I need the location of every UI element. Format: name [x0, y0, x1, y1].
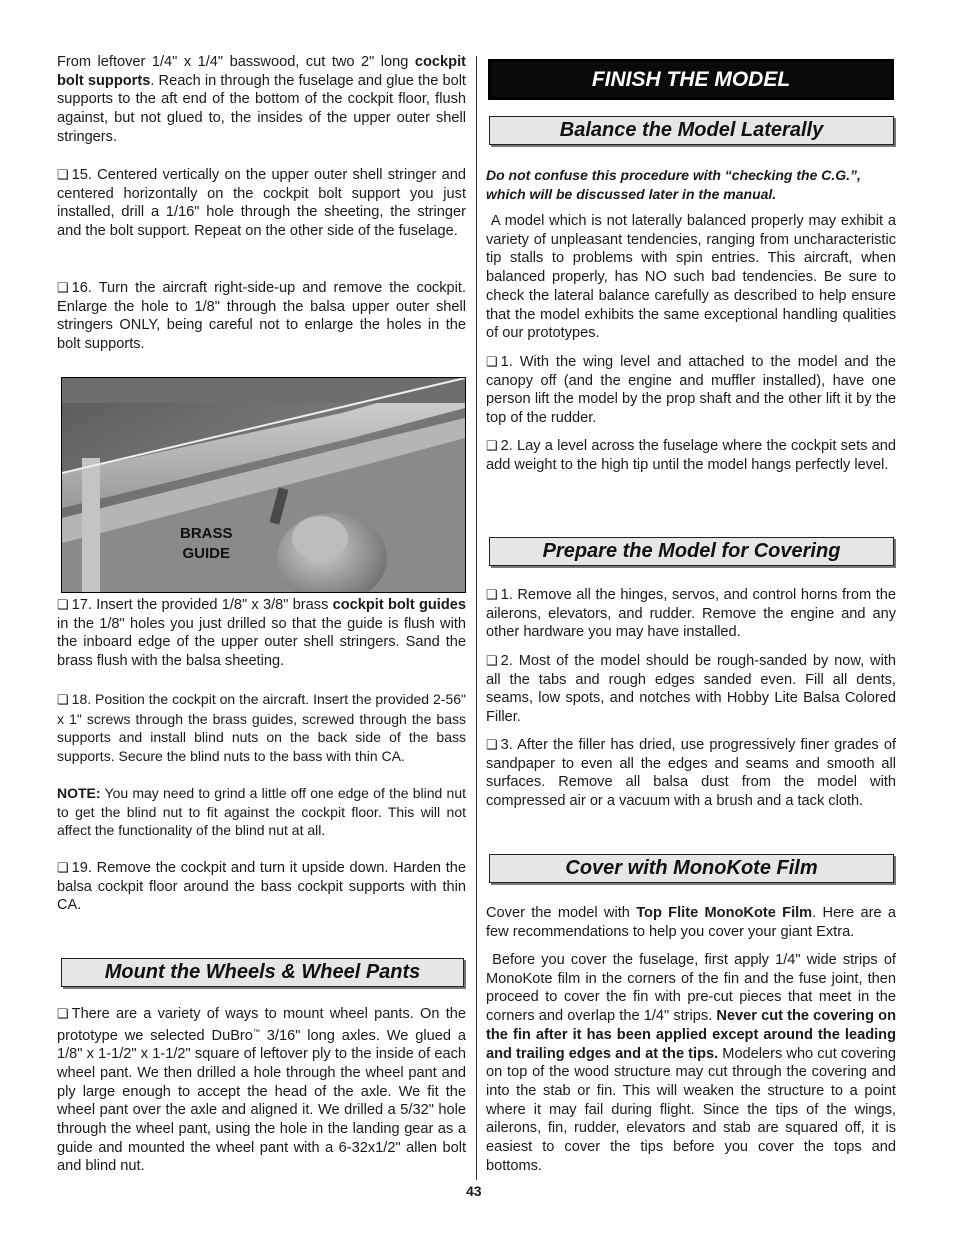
step-18: ❑ 18. Position the cockpit on the aircraft. Insert the provided 2-56" x 1" screws through the brass guides, screwed through the bass supports and install blind nuts on the back side of the bass supports. Secure the blind nuts to the bass with thin CA.	[57, 691, 466, 765]
paragraph-wheel-pants: ❑ There are a variety of ways to mount wheel pants. On the prototype we selected DuBro™ 3/16" long axles. We glued a 1/8" x 1-1/2" x 1-1/2" square of leftover ply to the inside of each wheel pant. We then drilled a hole through the wheel pant and ply large enough to accept the head of the axle. We fit the wheel pant over the axle and aligned it. We drilled a 5/32" hole through the wheel pant, using the hole in the landing gear as a guide and mounted the wheel pant with a 6-32x1/2" allen bolt and blind nut.	[57, 1006, 467, 1175]
paragraph-cockpit-bolt-supports: From leftover 1/4" x 1/4" basswood, cut two 2" long cockpit bolt supports. Reach in through the fuselage and glue the bolt supports to the aft end of the bottom of the cockpit floor, flush against, but not glued to, the insides of the upper outer shell stringers.	[57, 54, 466, 145]
checkbox-icon[interactable]: ❑	[57, 692, 69, 707]
covering-step-3: ❑ 3. After the filler has dried, use progressively finer grades of sandpaper to even all the edges and seams and smooth all surfaces. Remove all balsa dust from the model with compressed air or a vacuum with a brush and a tack cloth.	[486, 737, 896, 810]
checkbox-icon[interactable]: ❑	[486, 438, 498, 453]
heading-finish-the-model: FINISH THE MODEL	[489, 60, 893, 99]
covering-step-1: ❑ 1. Remove all the hinges, servos, and control horns from the ailerons, elevators, and rudder. Remove the engine and any other hardware you may have installed.	[486, 587, 896, 641]
photo-caption: BRASS GUIDE	[180, 525, 233, 562]
checkbox-icon[interactable]: ❑	[486, 653, 498, 668]
checkbox-icon[interactable]: ❑	[57, 167, 69, 182]
heading-mount-wheels: Mount the Wheels & Wheel Pants	[61, 958, 464, 987]
balance-step-1: ❑ 1. With the wing level and attached to the model and the canopy off (and the engine and muffler installed), have one person lift the model by the prop shaft and the other lift it by the top of the rudder.	[486, 354, 896, 427]
photo-image	[62, 378, 465, 592]
checkbox-icon[interactable]: ❑	[486, 737, 498, 752]
cover-intro: Cover the model with Top Flite MonoKote Film. Here are a few recommendations to help you cover your giant Extra.	[486, 905, 897, 940]
column-divider	[476, 56, 477, 1180]
checkbox-icon[interactable]: ❑	[57, 280, 69, 295]
checkbox-icon[interactable]: ❑	[486, 587, 498, 602]
step-19: ❑ 19. Remove the cockpit and turn it upside down. Harden the balsa cockpit floor around the bass cockpit supports with thin CA.	[57, 860, 466, 914]
page-number: 43	[466, 1183, 482, 1199]
cover-fuselage: Before you cover the fuselage, first apply 1/4" wide strips of MonoKote film in the corners of the fin and the fuse joint, then proceed to cover the fin with pre-cut pieces that meet in the corners and overlap the 1/4" strips. Never cut the covering on the fin after it has been applied except around the leading and trailing edges and at the tips. Modelers who cut covering on top of the wood structure may cut through the covering and into the stab or fin. This will weaken the structure to a point where it may fail during flight. Since the tips of the wings, ailerons, fin, rudder, elevators and stab are squared off, it is easiest to cover the tips before you cover the tops and bottoms.	[486, 952, 897, 1174]
checkbox-icon[interactable]: ❑	[57, 597, 69, 612]
checkbox-icon[interactable]: ❑	[57, 860, 69, 875]
step-17: ❑ 17. Insert the provided 1/8" x 3/8" brass cockpit bolt guides in the 1/8" holes you just drilled so that the guide is flush with the inboard edge of the upper outer shell stringers. Sand the brass flush with the balsa sheeting.	[57, 597, 466, 670]
checkbox-icon[interactable]: ❑	[57, 1006, 69, 1021]
checkbox-icon[interactable]: ❑	[486, 354, 498, 369]
balance-intro: A model which is not laterally balanced properly may exhibit a variety of unpleasant tendencies, ranging from uncharacteristic tip stalls to problems with spin entries. This aircraft, when balanced properly, has NO such bad tendencies. Be sure to check the lateral balance carefully as described to help ensure that the model exhibits the same exceptional handling qualities of our prototypes.	[486, 213, 896, 342]
note: NOTE: You may need to grind a little off one edge of the blind nut to get the blind nut to fit against the cockpit floor. This will not affect the functionality of the blind nut at all.	[57, 785, 466, 839]
step-16: ❑ 16. Turn the aircraft right-side-up and remove the cockpit. Enlarge the hole to 1/8" through the balsa upper outer shell stringers ONLY, being careful not to enlarge the holes in the bolt supports.	[57, 280, 466, 353]
covering-step-2: ❑ 2. Most of the model should be rough-sanded by now, with all the tabs and rough edges sanded even. Fill all dents, seams, low spots, and notches with Hobby Lite Balsa Colored Filler.	[486, 653, 896, 726]
warning-text: Do not confuse this procedure with “checking the C.G.”, which will be discussed later in the manual.	[486, 167, 861, 202]
cockpit-brass-guide-photo	[61, 377, 466, 593]
heading-balance-laterally: Balance the Model Laterally	[489, 116, 894, 145]
heading-prepare-covering: Prepare the Model for Covering	[489, 537, 894, 566]
heading-cover-monokote: Cover with MonoKote Film	[489, 854, 894, 883]
balance-step-2: ❑ 2. Lay a level across the fuselage where the cockpit sets and add weight to the high tip until the model hangs perfectly level.	[486, 438, 896, 473]
step-15: ❑ 15. Centered vertically on the upper outer shell stringer and centered horizontally on the cockpit bolt support you just installed, drill a 1/16" hole through the sheeting, the stringer and the bolt support. Repeat on the other side of the fuselage.	[57, 167, 466, 240]
